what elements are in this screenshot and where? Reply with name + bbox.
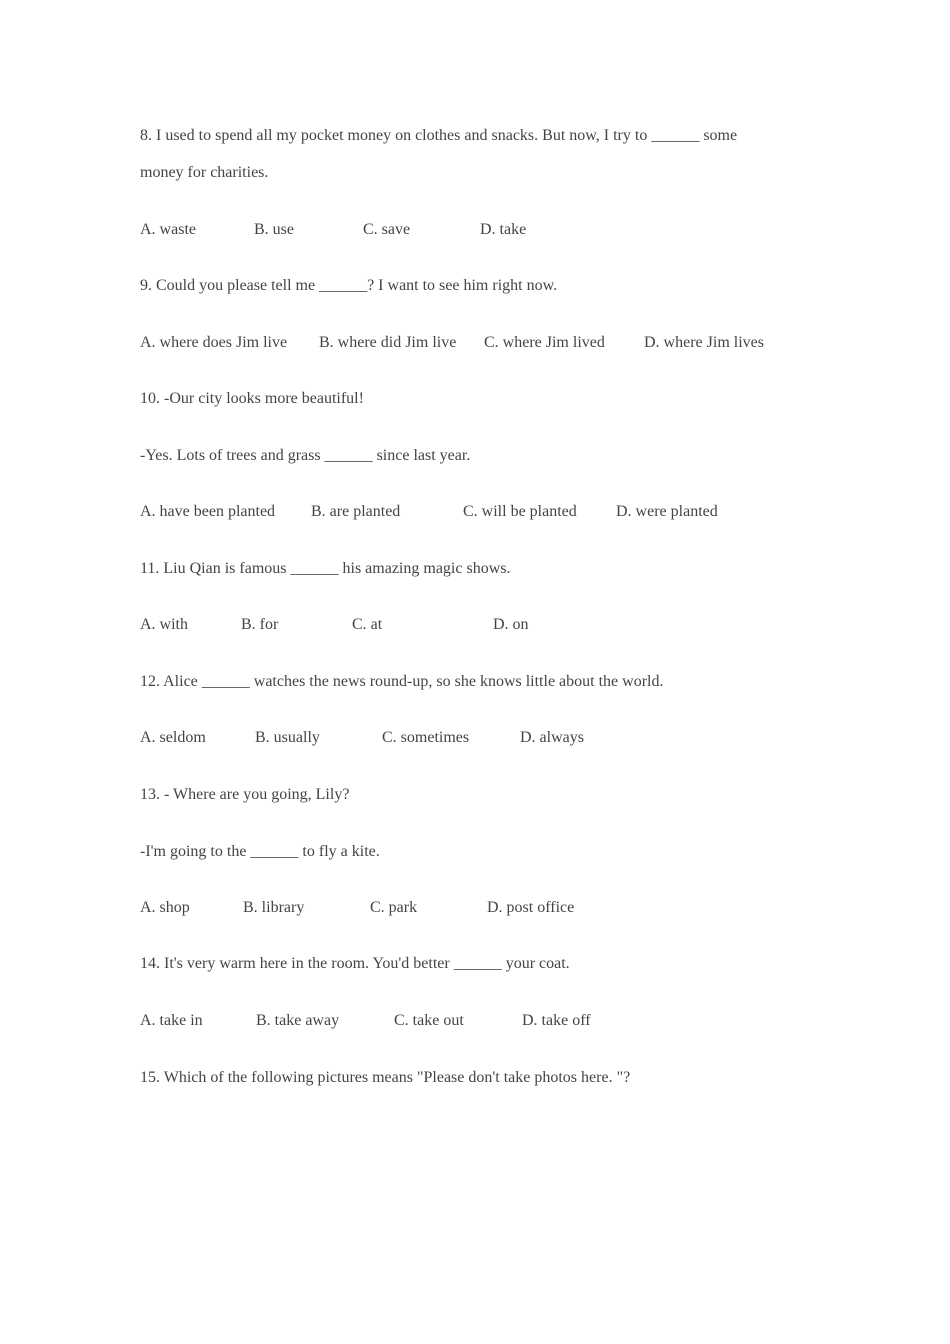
question-11-option-d: D. on [493, 616, 529, 633]
question-12-option-b: B. usually [255, 729, 320, 746]
question-14-option-b: B. take away [256, 1012, 340, 1029]
question-10-option-c: C. will be planted [463, 503, 577, 520]
question-14-option-d: D. take off [522, 1012, 591, 1029]
question-13-option-b: B. library [243, 899, 305, 916]
question-13-stem-line-2: -I'm going to the ______ to fly a kite. [140, 843, 380, 860]
question-8-option-c: C. save [363, 221, 411, 238]
question-11-option-c: C. at [352, 616, 383, 633]
question-12-stem: 12. Alice ______ watches the news round-up, so she knows little about the world. [140, 673, 664, 690]
question-8-option-b: B. use [254, 221, 294, 238]
question-11-stem: 11. Liu Qian is famous ______ his amazing magic shows. [140, 560, 511, 577]
question-8-option-d: D. take [480, 221, 527, 238]
question-10-option-d: D. were planted [616, 503, 718, 520]
question-14-option-a: A. take in [140, 1012, 203, 1029]
question-9-stem: 9. Could you please tell me ______? I want to see him right now. [140, 277, 558, 294]
question-9-option-b: B. where did Jim live [319, 334, 457, 351]
question-9-option-d: D. where Jim lives [644, 334, 764, 351]
question-11-option-b: B. for [241, 616, 279, 633]
question-13-option-a: A. shop [140, 899, 190, 916]
question-11-option-a: A. with [140, 616, 188, 633]
question-10-stem-line-1: 10. -Our city looks more beautiful! [140, 390, 364, 407]
question-10-stem-line-2: -Yes. Lots of trees and grass ______ since last year. [140, 447, 471, 464]
question-9-option-a: A. where does Jim live [140, 334, 288, 351]
question-13-stem-line-1: 13. - Where are you going, Lily? [140, 786, 350, 803]
question-9-option-c: C. where Jim lived [484, 334, 605, 351]
question-10-option-a: A. have been planted [140, 503, 276, 520]
question-8-stem-line-1: 8. I used to spend all my pocket money on clothes and snacks. But now, I try to ______ some [140, 127, 738, 144]
question-14-stem: 14. It's very warm here in the room. You'd better ______ your coat. [140, 955, 570, 972]
question-10-option-b: B. are planted [311, 503, 401, 520]
question-8-stem-line-2: money for charities. [140, 164, 269, 181]
question-15-stem: 15. Which of the following pictures means "Please don't take photos here. "? [140, 1069, 631, 1086]
question-13-option-c: C. park [370, 899, 418, 916]
question-12-option-d: D. always [520, 729, 584, 746]
question-12-option-a: A. seldom [140, 729, 206, 746]
question-13-option-d: D. post office [487, 899, 575, 916]
question-14-option-c: C. take out [394, 1012, 464, 1029]
question-12-option-c: C. sometimes [382, 729, 470, 746]
question-8-option-a: A. waste [140, 221, 196, 238]
